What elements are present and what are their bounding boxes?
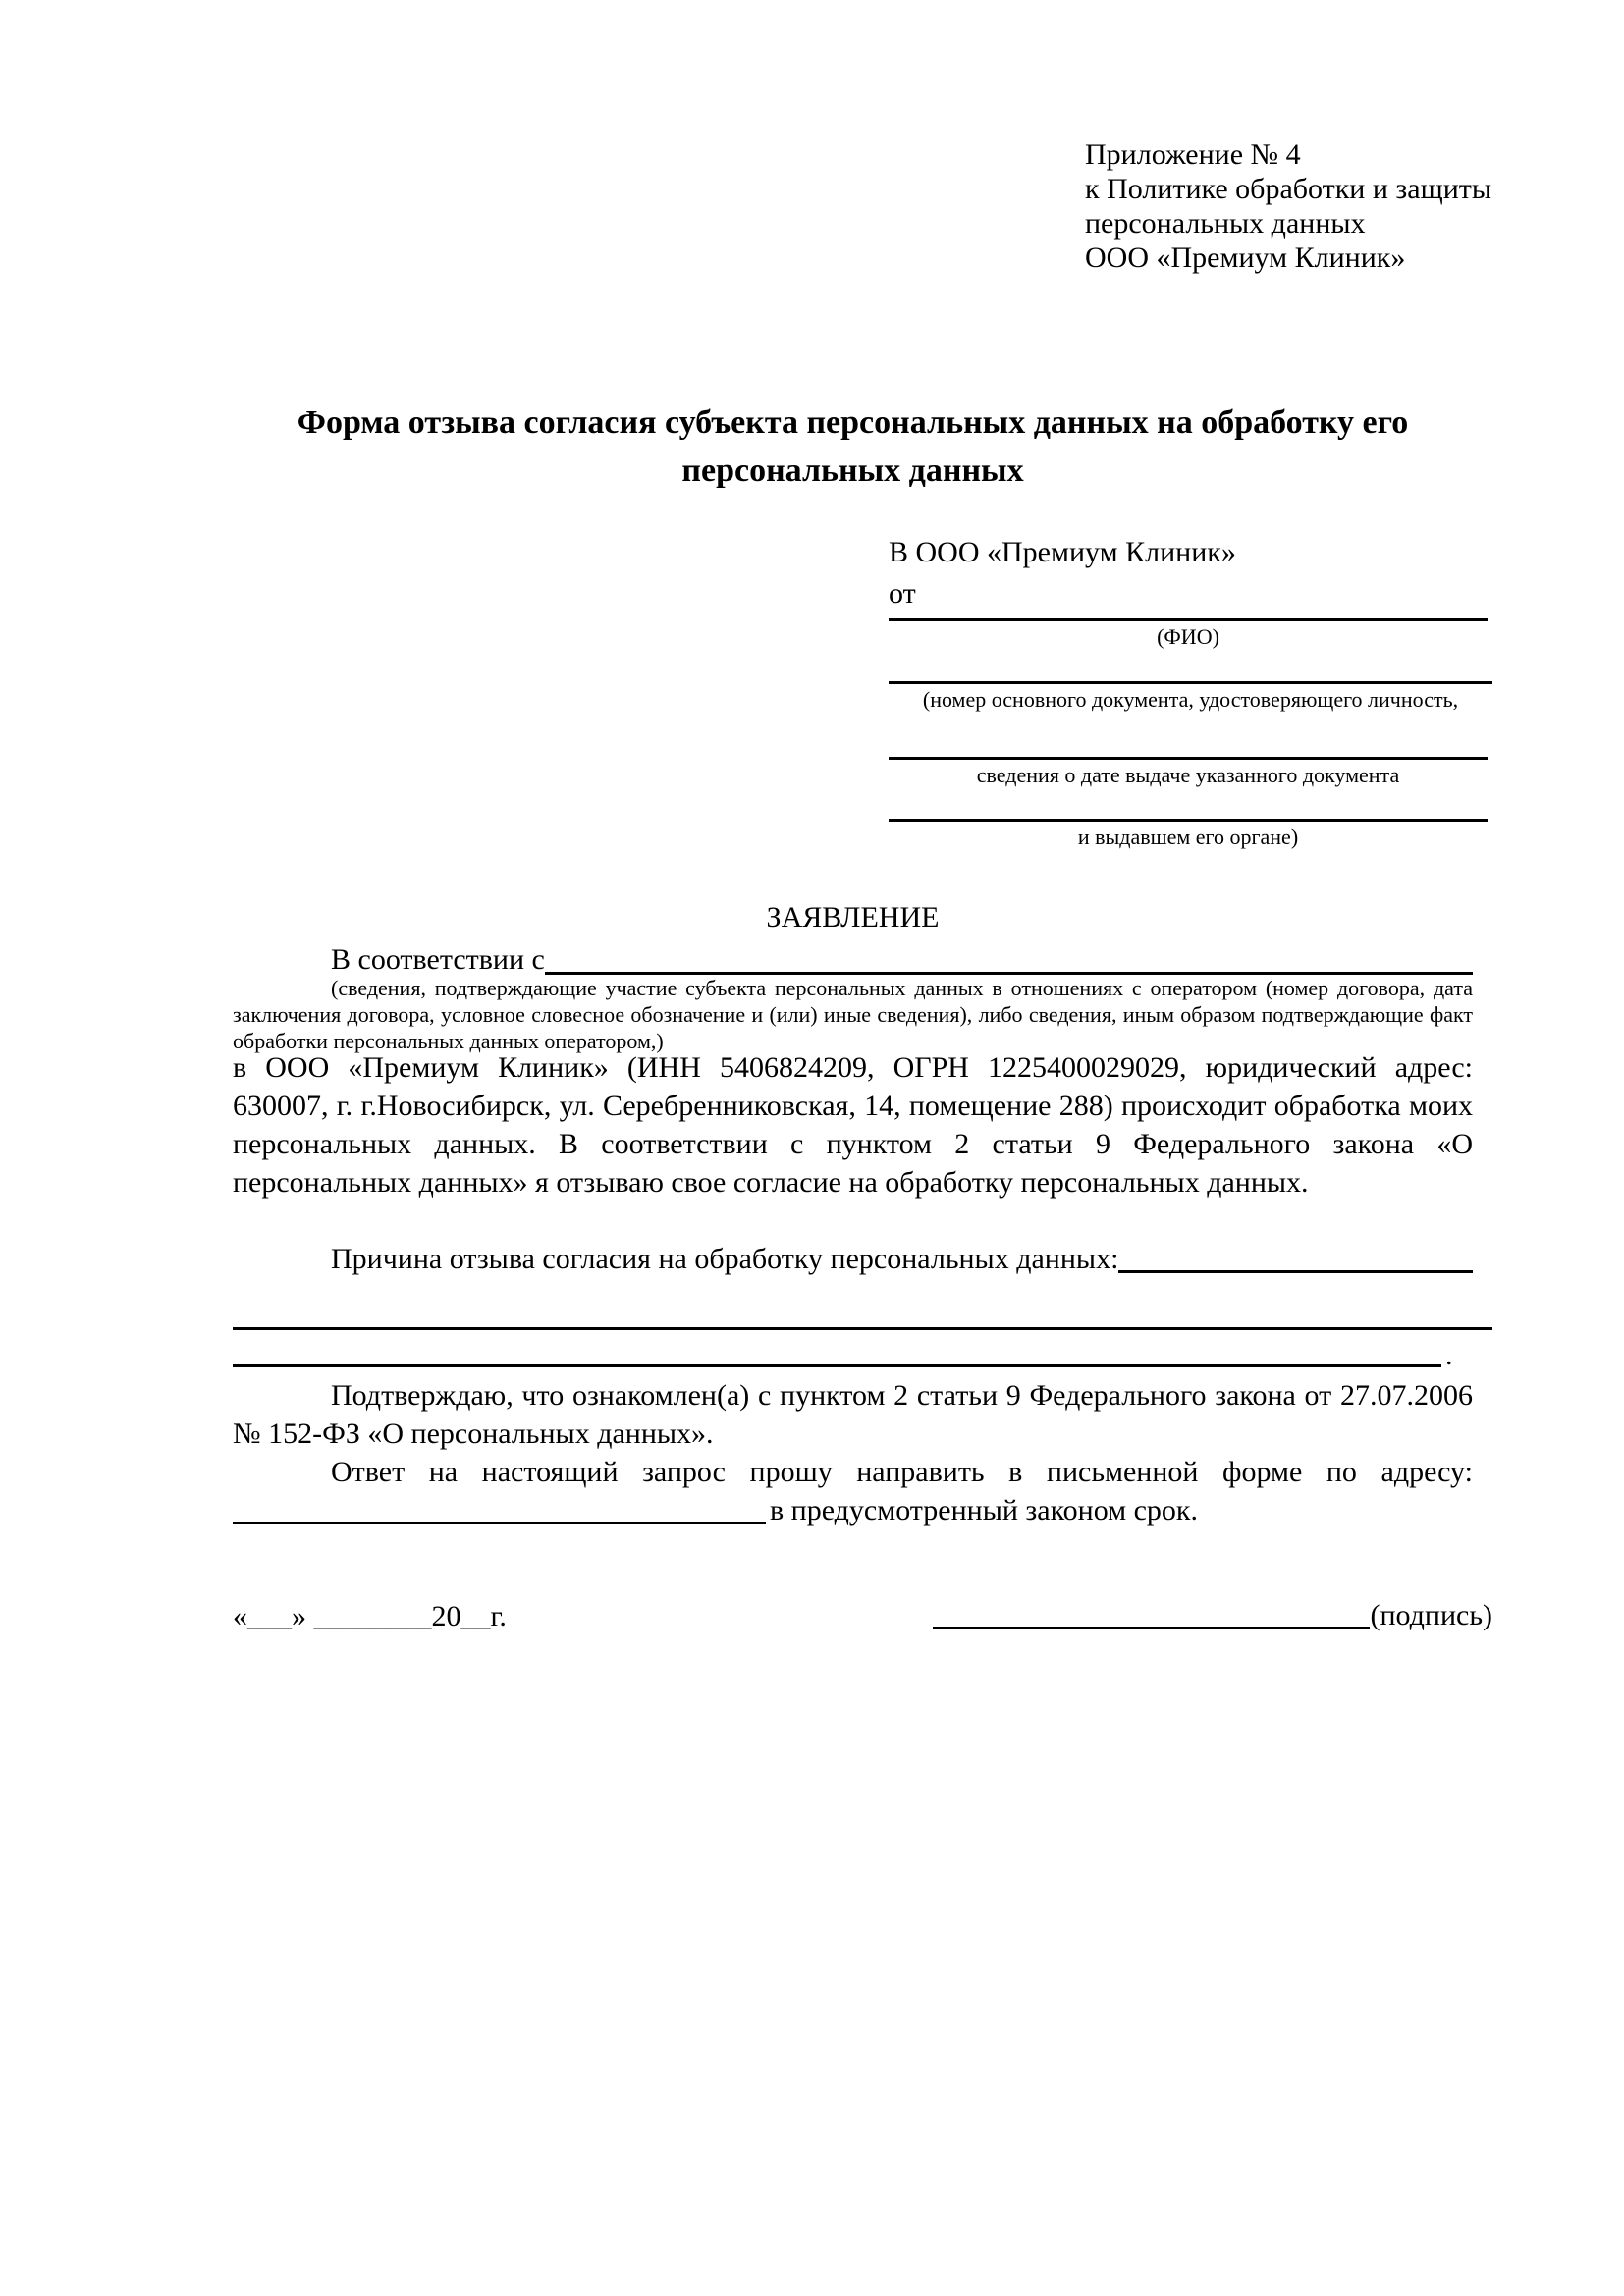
accordance-prefix: В соответствии с (331, 943, 545, 976)
date-line: «___» ________20__г. (233, 1600, 507, 1632)
doc-blank-line-3 (889, 819, 1488, 822)
doc-caption-1: (номер основного документа, удостоверяющего личность, (922, 687, 1459, 712)
accordance-line (233, 940, 1473, 980)
reason-end-period: . (1445, 1339, 1453, 1371)
fio-blank-line (889, 618, 1488, 621)
reply-address-line (233, 1491, 1473, 1529)
reply-tail: в предусмотренный законом срок. (770, 1494, 1198, 1526)
appendix-line-2: к Политике обработки и защиты (1085, 173, 1492, 205)
fio-caption: (ФИО) (1157, 624, 1219, 649)
operator-paragraph: в ООО «Премиум Клиник» (ИНН 5406824209, ОГРН 1225400029029, юридический адрес: 630007, г. г.Новосибирск, ул. Серебренниковская, 14, помещение 288) происходит обработка моих персональных данных. В соответствии с пунктом 2 статьи 9 Федерального закона «О персональных данных» я отзываю свое согласие на обработку персональных данных. (233, 1051, 1473, 1199)
signature-caption: (подпись) (1370, 1599, 1492, 1631)
appendix-note (1085, 137, 1491, 275)
fine-print-note: (сведения, подтверждающие участие субъекта персональных данных в отношениях с оператором (номер договора, дата заключения договора, условное словесное обозначение и (или) иные сведения), либо сведения, иным образом подтверждающие факт обработки персональных данных оператором,) (233, 976, 1473, 1053)
reason-blank-line-2 (233, 1327, 1492, 1330)
appendix-line-4: ООО «Премиум Клиник» (1085, 241, 1406, 274)
closing-block (233, 1376, 1473, 1529)
reply-address-blank-line (233, 1522, 766, 1524)
doc-caption-3: и выдавшем его органе) (1077, 825, 1299, 849)
confirmation-paragraph: Подтверждаю, что ознакомлен(а) с пунктом 2 статьи 9 Федерального закона от 27.07.2006 № 152-ФЗ «О персональных данных». (233, 1379, 1473, 1450)
appendix-line-3: персональных данных (1085, 207, 1366, 240)
doc-blank-line-2 (889, 757, 1488, 760)
doc-blank-line-1 (889, 681, 1492, 684)
addressee-from: от (889, 577, 916, 610)
reason-label: Причина отзыва согласия на обработку персональных данных: (331, 1243, 1119, 1275)
form-title: Форма отзыва согласия субъекта персональных данных на обработку его персональных данных (297, 404, 1409, 489)
reason-blank-line (1118, 1270, 1473, 1273)
appendix-line-1: Приложение № 4 (1085, 138, 1301, 171)
signature-line (933, 1596, 1492, 1634)
doc-caption-2: сведения о дате выдаче указанного документа (976, 763, 1400, 787)
signature-blank-line (933, 1627, 1370, 1629)
addressee-org: В ООО «Премиум Клиник» (889, 536, 1236, 568)
reply-paragraph: Ответ на настоящий запрос прошу направить в письменной форме по адресу: (331, 1456, 1473, 1488)
statement-heading: ЗАЯВЛЕНИЕ (766, 901, 940, 934)
reason-blank-line-3 (233, 1364, 1441, 1367)
reason-line (233, 1240, 1473, 1278)
